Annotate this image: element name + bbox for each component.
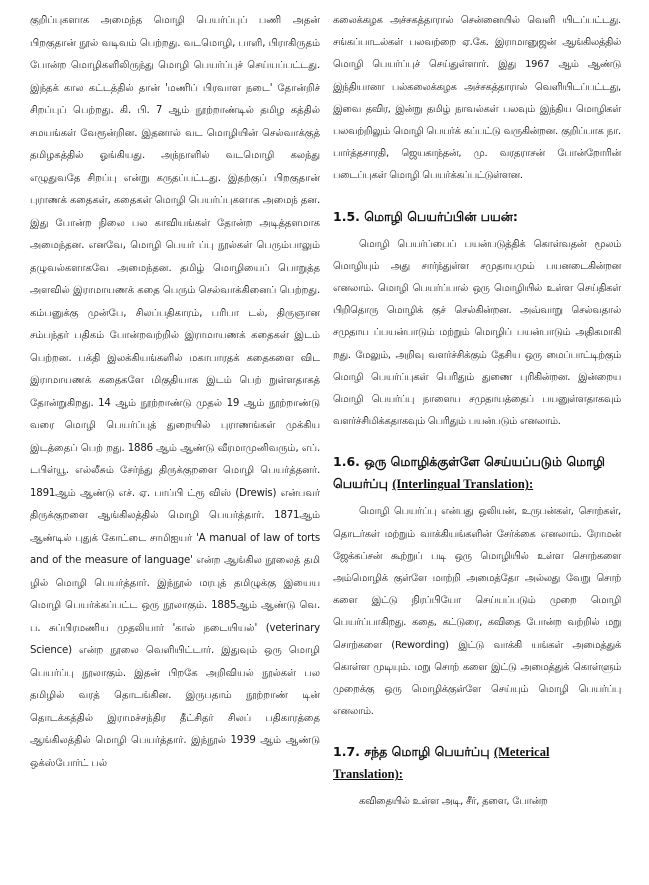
heading-english-term: (Interlingual Translation): xyxy=(392,477,534,492)
right-column xyxy=(333,10,621,814)
left-column xyxy=(30,10,320,775)
heading-english-term: (Meterical Translation): xyxy=(333,745,550,782)
body-paragraph: மொழி பெயர்ப்பு என்பது ஒலியன், உருபன்கள், சொற்கள், தொடர்கள் மற்றும் வாக்கியங்களின் சேர்க்கை எனலாம். ரோமன் ஜேக்கப்சன் கூற்றுப் படி ஒரு மொழியில் உள்ள சொற்களை அம்மொழிக் குள்ளே மாற்றி அமைத்தோ அல்லது வேறு சொற் களை இட்டு நிரப்பியோ செய்யப்படும் முறை மொழி பெயர்ப்பாகிறது. கதை, கட்டுரை, கவிதை போன்ற வற்றில் மறு சொற்களை (Rewording) இட்டு வாக்கி யங்கள் அமைத்துக் கொள்ள முடியும். மறு சொற் களை இட்டு அமைத்துக் கொள்ளும் முறைக்கு ஒரு மொழிக்குள்ளே செய்யும் மொழி பெயர்ப்பு எனலாம். xyxy=(333,506,621,718)
section-heading-1-5 xyxy=(333,206,621,228)
heading-text: 1.7. சந்த மொழி பெயர்ப்பு xyxy=(333,744,490,760)
body-paragraph: கவிதையில் உள்ள அடி, சீர், தளை, போன்ற xyxy=(359,796,548,808)
section-heading-1-6 xyxy=(333,451,621,495)
section-heading-1-7 xyxy=(333,741,621,785)
body-paragraph: மொழி பெயர்ப்பைப் பயன்படுத்திக் கொள்வதன் மூலம் மொழியும் அது சார்ந்துள்ள சமுதாயமும் பயனடைகின்றன எனலாம். மொழி பெயர்ப்பால் ஒரு மொழியில் உள்ள செய்திகள் பிறிதொரு மொழிக் குச் செல்கின்றன. அவ்வாறு செல்வதால் சமுதாய ப்பயன்பாடும் மற்றும் மொழிப் பயன்பாடும் அதிகமாகி றது. மேலும், அறிவு வளர்ச்சிக்கும் தேசிய ஒரு மைப்பாட்டிற்கும் மொழி பெயர்ப்புகள் பெரிதும் துணை புரிகின்றன. இன்றைய மொழி பெயர்ப்பு நாளைய சமுதாயத்தைப் பயனுள்ளதாகவும் வளர்ச்சிமிக்கதாகவும் பெரிதும் பயன்படும் எனலாம். xyxy=(333,238,621,428)
heading-text: 1.6. ஒரு மொழிக்குள்ளே செய்யப்படும் மொழி பெயர்ப்பு xyxy=(333,454,605,492)
heading-text: 1.5. மொழி பெயர்ப்பின் பயன்: xyxy=(333,208,518,224)
body-paragraph: குறிப்புகளாக அமைந்த மொழி பெயர்ப்புப் பணி அதன் பிறகுதான் நூல் வடிவம் பெற்றது. வடமொழி, பாளி, பிராகிருதம் போன்ற மொழிகளிலிருந்து மொழி பெயர்ப்புச் செய்யப்பட்டது. இந்தக் கால கட்டத்தில் தான் 'மணிப் பிரவாள நடை' தோன்றிச் சிறப்புப் பெற்றது. கி. பி. 7 ஆம் நூற்றாண்டில் தமிழ கத்தில் சமயங்கள் வேரூன்றின. இதனால் வட மொழியின் செல்வாக்குத் தமிழகத்தில் ஓங்கியது. அந்நாளில் வடமொழி கலந்து எழுதுவதே சிறப்பு என்று கருதப்பட்டது. இதற்குப் பிறகுதான் புராணக் கதைகள், கதைகள் மொழி பெயர்ப்புகளாக அமைந் தன. இது போன்ற நிலை பல காவியங்கள் தோன்ற அடித்தளமாக அமைந்தன. எனவே, மொழி பெயர் ப்பு நூல்கள் பெரும்பாலும் தழுவல்களாகவே அமைந்தன. தமிழ் மொழியைப் பொறுத்த அளவில் இராமாயணக் கதை பெரும் செல்வாக்கினைப் பெற்றது. கம்பனுக்கு முன்பே, சிலப்பதிகாரம், பரிபா டல், திருஞான சம்பந்தர் பதிகம் போன்றவற்றில் இராமாயணக் கதைகள் இடம் பெற்றன. பக்தி இலக்கியங்களில் மகாபாரதக் கதைகளை விட இராமாயணக் கதைகளே மிகுதியாக இடம் பெற் றுள்ளதாகத் தோன்றுகிறது. 14 ஆம் நூற்றாண்டு முதல் 19 ஆம் நூற்றாண்டு வரை மொழி பெயர்ப்புத் துறையில் புராணங்கள் முக்கிய இடத்தைப் பெற் றது. 1886 ஆம் ஆண்டு வீரமாமுனிவரும், எப். டபிள்யூ. எல்லீசும் சேர்ந்து திருக்குறளை மொழி பெயர்த்தனர். 1891ஆம் ஆண்டு எச். ஏ. பாப்பி ட்ரூ விஸ் (Drewis) என்பவர் திருக்குறளை ஆங்கிலத்தில் மொழி பெயர்த்தார். 1871ஆம் ஆண்டில் புதுக் கோட்டை சாமிஐயர் 'A manual of law of torts and of the measure of language' என்ற ஆங்கில நூலைத் தமி ழில் மொழி பெயர்த்தார். இந்நூல் மரபுத் தமிழுக்கு இயைய மொழி பெயர்க்கப்பட்ட ஒரு நூலாகும். 1885ஆம் ஆண்டு வெ. ப. சுப்பிரமணிய முதலியார் 'கால் நடையியல்' (veterinary Science) என்ற நூலை வெளியிட்டார். இதுவும் ஒரு மொழி பெயர்ப்பு நூலாகும். இதன் பிறகே அறிவியல் நூல்கள் பல தமிழில் வரத் தொடங்கின. இருபதாம் நூற்றாண் டின் தொடக்கத்தில் இராமச்சந்திர தீட்சிதர் சிலப் பதிகாரத்தை ஆங்கிலத்தில் மொழி பெயர்த்தார். இந்நூல் 1939 ஆம் ஆண்டு ஒக்ஸ்போர்ட் பல் xyxy=(30,15,320,769)
body-paragraph: கலைக்கழக அச்சகத்தாரால் சென்னையில் வெளி யிடப்பட்டது. சங்கப்பாடல்கள் பலவற்றை ஏ.கே. இராமானுஜன் ஆங்கிலத்தில் மொழி பெயர்ப்புச் செய்துள்ளார். இது 1967 ஆம் ஆண்டு இந்தியானா பல்கலைக்கழக அச்சகத்தாரால் வெளியிடப்பட்டது, இவை தவிர, இன்று தமிழ் நாவல்கள் பலவும் இந்திய மொழிகள் பலவற்றிலும் மொழி பெயர்க் கப்பட்டு வருகின்றன. குறிப்பாக நா. பார்த்தசாரதி, ஜெயகாந்தன், மு. வரதராசன் போன்றோரின் படைப்புகள் மொழி பெயர்க்கப்பட்டுள்ளன. xyxy=(333,15,621,182)
